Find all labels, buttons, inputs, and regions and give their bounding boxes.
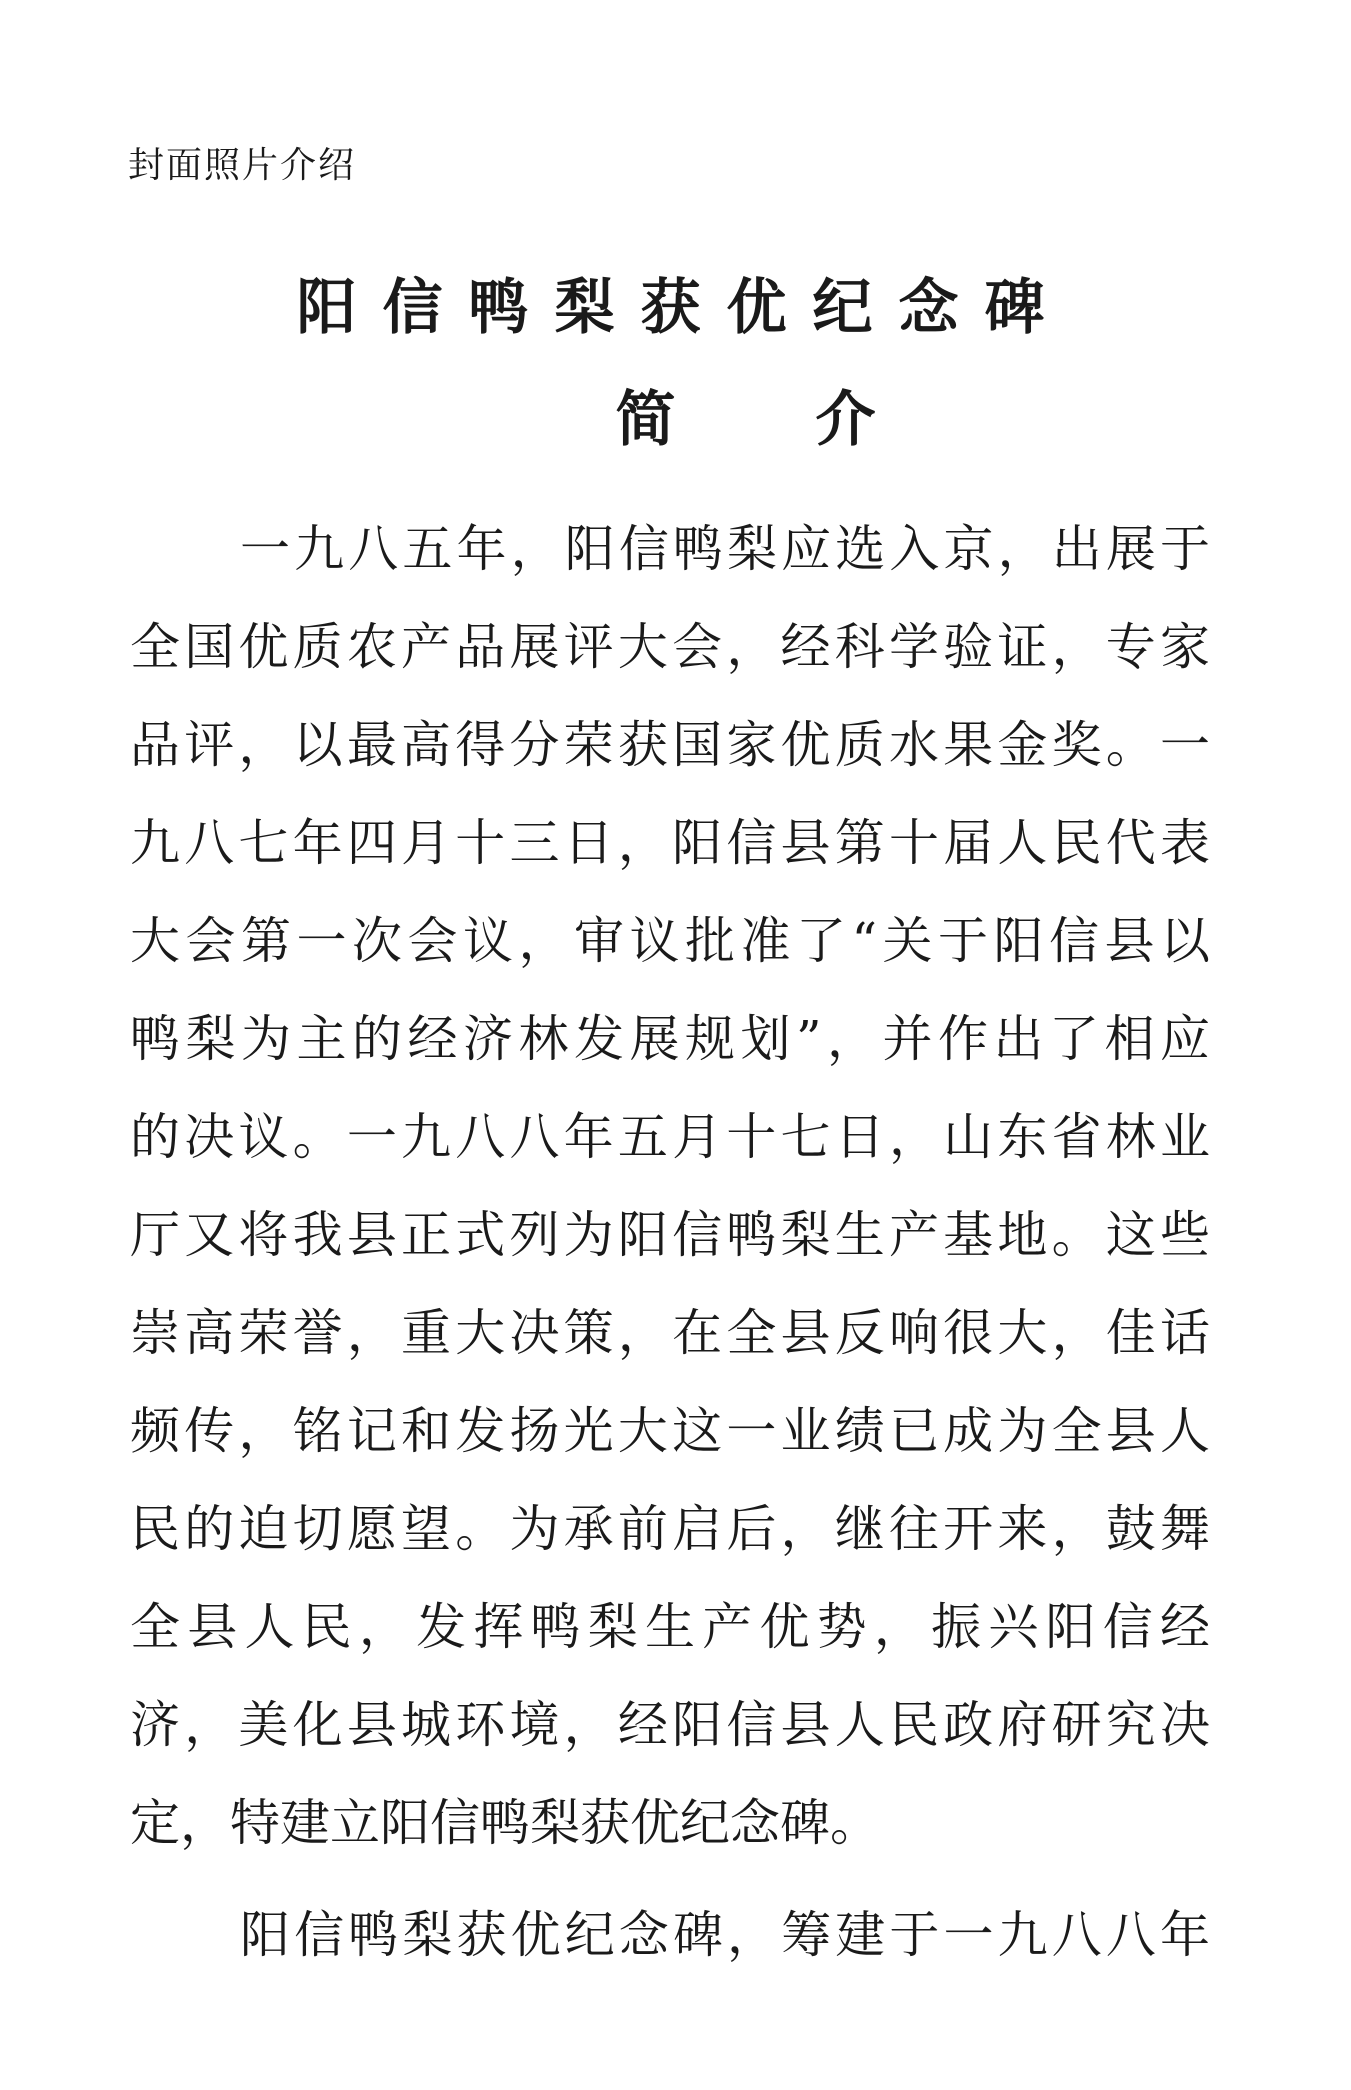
- paragraph-1-line: 的决议。一九八八年五月十七日，山东省林业: [130, 1108, 1210, 1166]
- paragraph-1-line: 全国优质农产品展评大会，经科学验证，专家: [130, 618, 1210, 676]
- paragraph-1-line: 民的迫切愿望。为承前启后，继往开来，鼓舞: [130, 1500, 1210, 1558]
- paragraph-gap: [130, 1872, 1210, 1886]
- paragraph-1-line: 济，美化县城环境，经阳信县人民政府研究决: [130, 1696, 1210, 1754]
- body-text: [130, 500, 1210, 1984]
- paragraph-1-line: 全县人民，发挥鸭梨生产优势，振兴阳信经: [130, 1598, 1210, 1656]
- title-line-2: 简介: [615, 385, 1016, 455]
- paragraph-1-line: 品评，以最高得分荣获国家优质水果金奖。一: [130, 716, 1210, 774]
- paragraph-2-line: 阳信鸭梨获优纪念碑，筹建于一九八八年: [240, 1906, 1210, 1964]
- paragraph-1-line: 大会第一次会议，审议批准了“关于阳信县以: [130, 912, 1210, 970]
- paragraph-1-line: 崇高荣誉，重大决策，在全县反响很大，佳话: [130, 1304, 1210, 1362]
- paragraph-1-line: 频传，铭记和发扬光大这一业绩已成为全县人: [130, 1402, 1210, 1460]
- paragraph-1-line: 厅又将我县正式列为阳信鸭梨生产基地。这些: [130, 1206, 1210, 1264]
- title-line-1: 阳信鸭梨获优纪念碑: [296, 273, 1071, 343]
- paragraph-1-line: 一九八五年，阳信鸭梨应选入京，出展于: [240, 520, 1210, 578]
- paragraph-1-line: 鸭梨为主的经济林发展规划”，并作出了相应: [130, 1010, 1210, 1068]
- paragraph-1-line: 九八七年四月十三日，阳信县第十届人民代表: [130, 814, 1210, 872]
- paragraph-1-line: 定，特建立阳信鸭梨获优纪念碑。: [130, 1794, 880, 1852]
- section-label: 封面照片介绍: [128, 145, 357, 186]
